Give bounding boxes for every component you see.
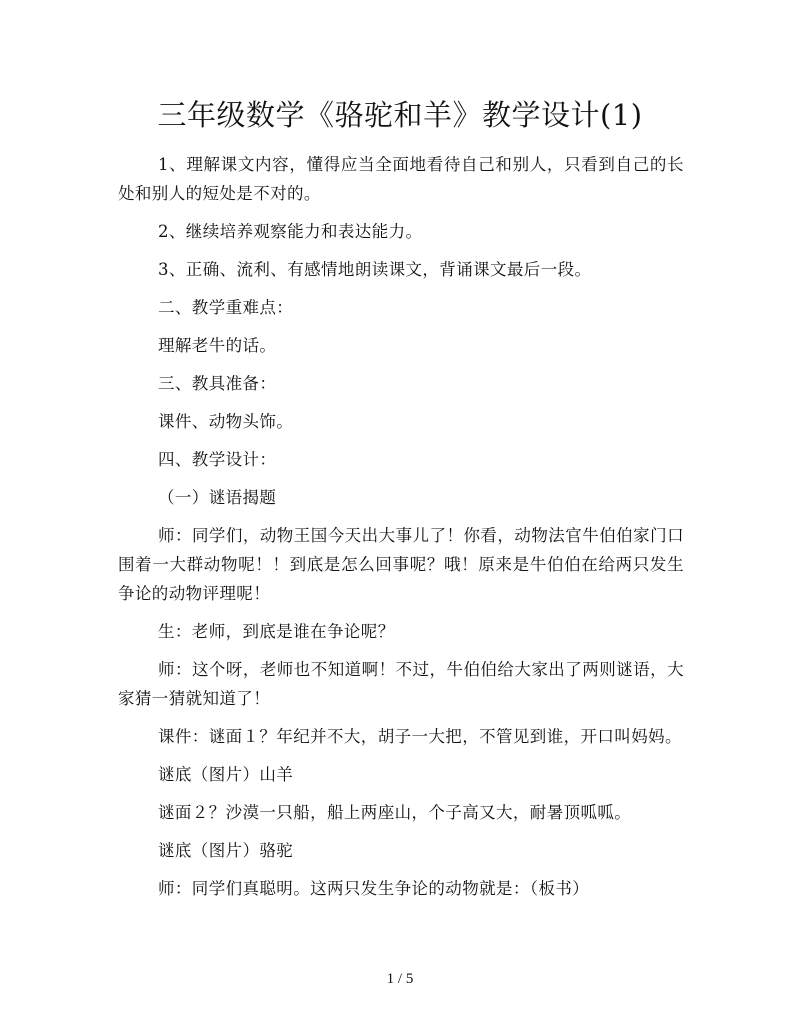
paragraph-teacher-conclusion: 师：同学们真聪明。这两只发生争论的动物就是：（板书）: [158, 879, 590, 898]
document-title: 三年级数学《骆驼和羊》教学设计(1): [157, 98, 643, 132]
paragraph-answer-2: 谜底（图片）骆驼: [158, 841, 294, 860]
section-heading-design: 四、教学设计：: [158, 450, 277, 469]
paragraph-student-question: 生：老师，到底是谁在争论呢？: [158, 622, 395, 641]
paragraph-objective-2: 2、继续培养观察能力和表达能力。: [158, 222, 423, 241]
paragraph-riddle-1: 课件：谜面１？年纪并不大，胡子一大把，不管见到谁，开口叫妈妈。: [158, 727, 682, 746]
paragraph-materials: 课件、动物头饰。: [158, 412, 294, 431]
paragraph-teacher-intro: 师：同学们，动物王国今天出大事儿了！你看，动物法官牛伯伯家门口围着一大群动物呢！！到底是怎么回事呢？哦！原来是牛伯伯在给两只发生争论的动物评理呢！: [118, 526, 684, 603]
paragraph-riddle-2: 谜面２？沙漠一只船，船上两座山，个子高又大，耐暑顶呱呱。: [158, 803, 632, 822]
section-heading-materials: 三、教具准备：: [158, 374, 277, 393]
page-number: 1 / 5: [386, 971, 414, 987]
paragraph-key-points: 理解老牛的话。: [158, 336, 277, 355]
paragraph-objective-3: 3、正确、流利、有感情地朗读课文，背诵课文最后一段。: [158, 260, 592, 279]
document-body: [118, 150, 684, 912]
paragraph-objective-1: 1、理解课文内容，懂得应当全面地看待自己和别人，只看到自己的长处和别人的短处是不对的。: [118, 155, 684, 203]
paragraph-teacher-riddles: 师：这个呀，老师也不知道啊！不过，牛伯伯给大家出了两则谜语，大家猜一猜就知道了！: [118, 660, 684, 708]
section-heading-key-points: 二、教学重难点：: [158, 298, 294, 317]
paragraph-answer-1: 谜底（图片）山羊: [158, 765, 294, 784]
subsection-heading-riddles: （一）谜语揭题: [158, 488, 277, 507]
